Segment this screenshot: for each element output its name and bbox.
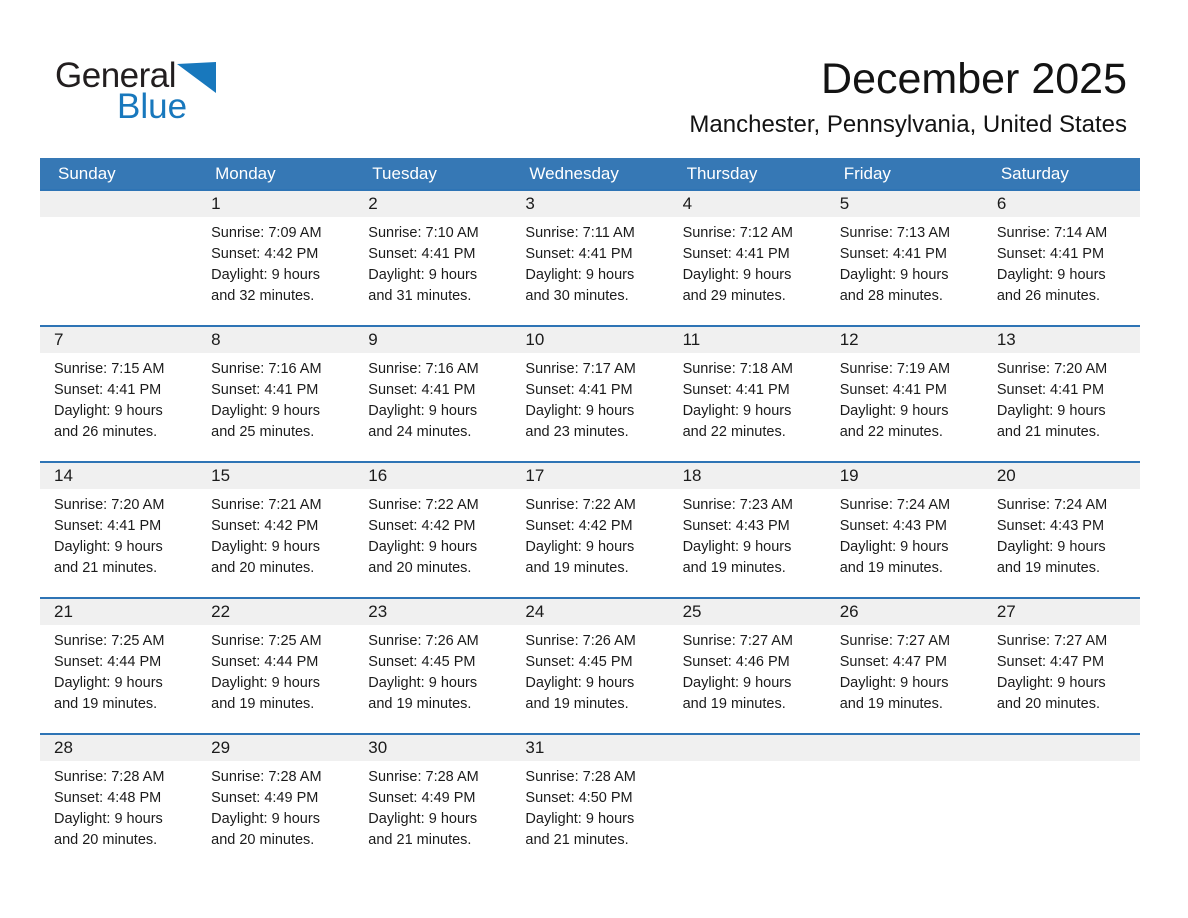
weekday-header-row bbox=[40, 158, 1140, 189]
day-detail-line: Daylight: 9 hours bbox=[54, 539, 163, 555]
week-row-4 bbox=[40, 597, 1140, 733]
weekday-monday: Monday bbox=[215, 164, 276, 183]
day-detail-line: Daylight: 9 hours bbox=[211, 267, 320, 283]
day-cell-29 bbox=[197, 735, 354, 869]
day-detail-line: Sunset: 4:42 PM bbox=[525, 518, 633, 534]
day-detail-line: and 21 minutes. bbox=[996, 424, 1101, 440]
day-detail-line: Daylight: 9 hours bbox=[211, 403, 320, 419]
day-details bbox=[983, 489, 1140, 579]
day-cell-empty bbox=[669, 735, 826, 869]
day-detail-line: and 26 minutes. bbox=[54, 424, 158, 440]
day-details bbox=[354, 353, 511, 443]
logo-text-blue: Blue bbox=[117, 87, 188, 126]
day-detail-line: Daylight: 9 hours bbox=[54, 403, 163, 419]
day-number: 21 bbox=[40, 599, 197, 625]
day-detail-line: Sunrise: 7:22 AM bbox=[368, 497, 479, 513]
day-details bbox=[354, 625, 511, 715]
day-detail-line: Sunset: 4:43 PM bbox=[682, 518, 790, 534]
day-detail-line: and 19 minutes. bbox=[682, 560, 786, 576]
day-detail-line: Sunrise: 7:23 AM bbox=[682, 497, 793, 513]
day-detail-line: Daylight: 9 hours bbox=[368, 811, 478, 827]
day-details bbox=[669, 761, 826, 767]
day-details bbox=[983, 761, 1140, 767]
day-detail-line: Sunset: 4:41 PM bbox=[839, 382, 947, 398]
day-number: 12 bbox=[826, 327, 983, 353]
day-detail-line: Daylight: 9 hours bbox=[682, 675, 792, 691]
day-number: 11 bbox=[669, 327, 826, 353]
day-cell-16 bbox=[354, 463, 511, 597]
day-detail-line: Sunset: 4:41 PM bbox=[525, 382, 633, 398]
day-detail-line: and 23 minutes. bbox=[525, 424, 629, 440]
day-cell-19 bbox=[826, 463, 983, 597]
day-details bbox=[354, 761, 511, 851]
day-details bbox=[983, 353, 1140, 443]
day-detail-line: Daylight: 9 hours bbox=[368, 267, 478, 283]
day-cell-3 bbox=[511, 191, 668, 325]
day-detail-line: Daylight: 9 hours bbox=[368, 675, 478, 691]
day-detail-line: Sunset: 4:49 PM bbox=[368, 790, 476, 806]
day-number: 30 bbox=[354, 735, 511, 761]
day-number: 9 bbox=[354, 327, 511, 353]
day-detail-line: Sunrise: 7:24 AM bbox=[996, 497, 1108, 513]
day-detail-line: and 20 minutes. bbox=[54, 832, 158, 848]
day-cell-4 bbox=[669, 191, 826, 325]
day-detail-line: Sunrise: 7:27 AM bbox=[839, 633, 951, 649]
day-number: 8 bbox=[197, 327, 354, 353]
day-detail-line: and 19 minutes. bbox=[839, 696, 943, 712]
day-detail-line: Sunset: 4:41 PM bbox=[525, 246, 633, 262]
day-number: 2 bbox=[354, 191, 511, 217]
day-detail-line: Daylight: 9 hours bbox=[682, 403, 792, 419]
day-detail-line: Sunset: 4:41 PM bbox=[368, 382, 476, 398]
day-detail-line: Sunset: 4:45 PM bbox=[525, 654, 633, 670]
logo-text-general: General bbox=[55, 56, 177, 95]
day-details bbox=[826, 489, 983, 579]
day-cell-18 bbox=[669, 463, 826, 597]
day-cell-12 bbox=[826, 327, 983, 461]
day-detail-line: and 28 minutes. bbox=[839, 288, 943, 304]
day-cell-21 bbox=[40, 599, 197, 733]
day-detail-line: Sunrise: 7:21 AM bbox=[211, 497, 322, 513]
page-title: December 2025 bbox=[821, 55, 1127, 103]
day-detail-line: Daylight: 9 hours bbox=[996, 539, 1106, 555]
day-number: 18 bbox=[669, 463, 826, 489]
day-number: 15 bbox=[197, 463, 354, 489]
day-detail-line: Sunrise: 7:16 AM bbox=[211, 361, 322, 377]
day-detail-line: Sunset: 4:41 PM bbox=[996, 246, 1105, 262]
day-detail-line: and 21 minutes. bbox=[525, 832, 629, 848]
day-number: 31 bbox=[511, 735, 668, 761]
day-detail-line: and 19 minutes. bbox=[525, 560, 629, 576]
day-number: 23 bbox=[354, 599, 511, 625]
day-number: 10 bbox=[511, 327, 668, 353]
day-details bbox=[826, 217, 983, 307]
day-details bbox=[197, 625, 354, 715]
day-cell-1 bbox=[197, 191, 354, 325]
day-detail-line: Sunrise: 7:18 AM bbox=[682, 361, 793, 377]
day-number: 20 bbox=[983, 463, 1140, 489]
day-detail-line: and 22 minutes. bbox=[682, 424, 786, 440]
weekday-sunday: Sunday bbox=[58, 164, 116, 183]
day-details bbox=[40, 625, 197, 715]
day-details bbox=[826, 625, 983, 715]
day-number: 19 bbox=[826, 463, 983, 489]
day-detail-line: Sunset: 4:47 PM bbox=[839, 654, 947, 670]
day-details bbox=[511, 353, 668, 443]
day-number: 16 bbox=[354, 463, 511, 489]
weekday-saturday: Saturday bbox=[1000, 164, 1069, 183]
day-cell-25 bbox=[669, 599, 826, 733]
day-detail-line: Sunset: 4:41 PM bbox=[996, 382, 1105, 398]
day-details bbox=[197, 353, 354, 443]
day-cell-31 bbox=[511, 735, 668, 869]
day-details bbox=[826, 353, 983, 443]
day-cell-10 bbox=[511, 327, 668, 461]
day-number bbox=[40, 191, 197, 217]
day-detail-line: and 19 minutes. bbox=[996, 560, 1101, 576]
day-cell-8 bbox=[197, 327, 354, 461]
day-details bbox=[669, 353, 826, 443]
day-details bbox=[511, 217, 668, 307]
day-detail-line: Sunset: 4:42 PM bbox=[211, 518, 319, 534]
day-detail-line: Sunrise: 7:27 AM bbox=[682, 633, 793, 649]
day-details bbox=[354, 489, 511, 579]
day-cell-17 bbox=[511, 463, 668, 597]
day-cell-11 bbox=[669, 327, 826, 461]
weekday-tuesday: Tuesday bbox=[372, 164, 437, 183]
day-number: 25 bbox=[669, 599, 826, 625]
day-detail-line: Daylight: 9 hours bbox=[996, 267, 1106, 283]
day-detail-line: Sunset: 4:48 PM bbox=[54, 790, 162, 806]
day-detail-line: and 21 minutes. bbox=[54, 560, 158, 576]
day-number: 3 bbox=[511, 191, 668, 217]
day-cell-empty bbox=[40, 191, 197, 325]
day-detail-line: Sunset: 4:49 PM bbox=[211, 790, 319, 806]
day-number bbox=[826, 735, 983, 761]
day-details bbox=[511, 489, 668, 579]
day-detail-line: Sunset: 4:41 PM bbox=[54, 382, 162, 398]
day-cell-9 bbox=[354, 327, 511, 461]
day-detail-line: Daylight: 9 hours bbox=[54, 675, 163, 691]
day-number: 1 bbox=[197, 191, 354, 217]
day-cell-28 bbox=[40, 735, 197, 869]
day-number bbox=[983, 735, 1140, 761]
day-cell-23 bbox=[354, 599, 511, 733]
day-number: 28 bbox=[40, 735, 197, 761]
day-detail-line: Daylight: 9 hours bbox=[525, 539, 635, 555]
day-detail-line: Daylight: 9 hours bbox=[368, 539, 478, 555]
week-row-5 bbox=[40, 733, 1140, 869]
day-detail-line: Sunrise: 7:20 AM bbox=[996, 361, 1108, 377]
day-detail-line: Sunrise: 7:25 AM bbox=[211, 633, 322, 649]
day-detail-line: Sunrise: 7:22 AM bbox=[525, 497, 636, 513]
day-detail-line: Daylight: 9 hours bbox=[211, 811, 320, 827]
page-subtitle: Manchester, Pennsylvania, United States bbox=[689, 111, 1127, 139]
day-cell-20 bbox=[983, 463, 1140, 597]
day-detail-line: Sunrise: 7:24 AM bbox=[839, 497, 951, 513]
day-detail-line: Daylight: 9 hours bbox=[368, 403, 478, 419]
day-details bbox=[40, 353, 197, 443]
day-cell-5 bbox=[826, 191, 983, 325]
day-number: 27 bbox=[983, 599, 1140, 625]
day-detail-line: Sunset: 4:46 PM bbox=[682, 654, 790, 670]
day-details bbox=[40, 761, 197, 851]
day-detail-line: Sunset: 4:47 PM bbox=[996, 654, 1105, 670]
day-number: 14 bbox=[40, 463, 197, 489]
day-detail-line: Sunset: 4:50 PM bbox=[525, 790, 633, 806]
day-detail-line: Sunrise: 7:25 AM bbox=[54, 633, 165, 649]
calendar bbox=[40, 158, 1140, 869]
day-cell-27 bbox=[983, 599, 1140, 733]
day-cell-15 bbox=[197, 463, 354, 597]
day-number: 24 bbox=[511, 599, 668, 625]
day-details bbox=[197, 217, 354, 307]
day-detail-line: and 32 minutes. bbox=[211, 288, 315, 304]
day-cell-2 bbox=[354, 191, 511, 325]
day-detail-line: Sunrise: 7:11 AM bbox=[525, 225, 635, 241]
day-details bbox=[197, 489, 354, 579]
day-number: 5 bbox=[826, 191, 983, 217]
day-detail-line: Sunrise: 7:12 AM bbox=[682, 225, 793, 241]
day-detail-line: Daylight: 9 hours bbox=[525, 403, 635, 419]
week-row-3 bbox=[40, 461, 1140, 597]
day-detail-line: Sunrise: 7:09 AM bbox=[211, 225, 322, 241]
day-detail-line: Sunset: 4:44 PM bbox=[211, 654, 319, 670]
week-row-2 bbox=[40, 325, 1140, 461]
day-detail-line: Sunrise: 7:17 AM bbox=[525, 361, 636, 377]
day-detail-line: Sunset: 4:42 PM bbox=[368, 518, 476, 534]
day-cell-7 bbox=[40, 327, 197, 461]
day-detail-line: Sunset: 4:44 PM bbox=[54, 654, 162, 670]
day-detail-line: and 19 minutes. bbox=[54, 696, 158, 712]
day-details bbox=[669, 489, 826, 579]
day-cell-22 bbox=[197, 599, 354, 733]
day-detail-line: and 30 minutes. bbox=[525, 288, 629, 304]
day-detail-line: and 19 minutes. bbox=[839, 560, 943, 576]
day-detail-line: and 19 minutes. bbox=[525, 696, 629, 712]
day-details bbox=[354, 217, 511, 307]
day-detail-line: Sunrise: 7:15 AM bbox=[54, 361, 165, 377]
day-detail-line: Sunset: 4:45 PM bbox=[368, 654, 476, 670]
day-number: 13 bbox=[983, 327, 1140, 353]
day-detail-line: Daylight: 9 hours bbox=[839, 539, 949, 555]
day-cell-24 bbox=[511, 599, 668, 733]
day-detail-line: and 19 minutes. bbox=[368, 696, 472, 712]
day-detail-line: Sunrise: 7:28 AM bbox=[54, 769, 165, 785]
day-details bbox=[669, 217, 826, 307]
day-detail-line: Sunset: 4:43 PM bbox=[839, 518, 947, 534]
day-number: 7 bbox=[40, 327, 197, 353]
day-detail-line: Daylight: 9 hours bbox=[211, 539, 320, 555]
day-detail-line: Sunrise: 7:16 AM bbox=[368, 361, 479, 377]
day-detail-line: and 19 minutes. bbox=[211, 696, 315, 712]
day-detail-line: and 26 minutes. bbox=[996, 288, 1101, 304]
day-detail-line: and 22 minutes. bbox=[839, 424, 943, 440]
day-detail-line: Sunrise: 7:26 AM bbox=[368, 633, 479, 649]
day-details bbox=[511, 761, 668, 851]
day-details bbox=[511, 625, 668, 715]
day-detail-line: Sunrise: 7:28 AM bbox=[525, 769, 636, 785]
day-cell-30 bbox=[354, 735, 511, 869]
day-detail-line: and 20 minutes. bbox=[211, 560, 315, 576]
day-details bbox=[40, 217, 197, 223]
day-detail-line: and 19 minutes. bbox=[682, 696, 786, 712]
day-detail-line: and 24 minutes. bbox=[368, 424, 472, 440]
day-detail-line: Daylight: 9 hours bbox=[54, 811, 163, 827]
day-details bbox=[826, 761, 983, 767]
day-number: 26 bbox=[826, 599, 983, 625]
general-blue-logo bbox=[55, 58, 216, 124]
weekday-thursday: Thursday bbox=[686, 164, 758, 183]
weekday-wednesday: Wednesday bbox=[529, 164, 619, 183]
day-details bbox=[983, 217, 1140, 307]
day-details bbox=[197, 761, 354, 851]
day-detail-line: Sunset: 4:41 PM bbox=[839, 246, 947, 262]
day-details bbox=[983, 625, 1140, 715]
day-detail-line: and 20 minutes. bbox=[211, 832, 315, 848]
day-detail-line: Sunset: 4:43 PM bbox=[996, 518, 1105, 534]
day-detail-line: Daylight: 9 hours bbox=[211, 675, 320, 691]
day-detail-line: Daylight: 9 hours bbox=[682, 267, 792, 283]
day-detail-line: Daylight: 9 hours bbox=[525, 267, 635, 283]
day-detail-line: Daylight: 9 hours bbox=[996, 403, 1106, 419]
day-detail-line: Daylight: 9 hours bbox=[839, 267, 949, 283]
day-details bbox=[669, 625, 826, 715]
day-detail-line: Sunrise: 7:14 AM bbox=[996, 225, 1108, 241]
day-detail-line: Sunset: 4:41 PM bbox=[368, 246, 476, 262]
day-detail-line: Daylight: 9 hours bbox=[525, 675, 635, 691]
day-detail-line: Sunset: 4:41 PM bbox=[211, 382, 319, 398]
day-detail-line: Sunrise: 7:27 AM bbox=[996, 633, 1108, 649]
day-detail-line: Sunrise: 7:28 AM bbox=[368, 769, 479, 785]
day-detail-line: Sunset: 4:41 PM bbox=[54, 518, 162, 534]
day-number: 17 bbox=[511, 463, 668, 489]
day-detail-line: Sunrise: 7:26 AM bbox=[525, 633, 636, 649]
day-detail-line: and 29 minutes. bbox=[682, 288, 786, 304]
day-detail-line: and 31 minutes. bbox=[368, 288, 472, 304]
week-row-1 bbox=[40, 189, 1140, 325]
day-detail-line: and 25 minutes. bbox=[211, 424, 315, 440]
day-detail-line: Sunset: 4:41 PM bbox=[682, 382, 790, 398]
day-detail-line: Sunrise: 7:19 AM bbox=[839, 361, 951, 377]
day-cell-14 bbox=[40, 463, 197, 597]
day-detail-line: Sunrise: 7:28 AM bbox=[211, 769, 322, 785]
calendar-grid bbox=[40, 189, 1140, 869]
day-number bbox=[669, 735, 826, 761]
day-cell-empty bbox=[826, 735, 983, 869]
day-details bbox=[40, 489, 197, 579]
day-detail-line: Sunrise: 7:13 AM bbox=[839, 225, 951, 241]
day-cell-empty bbox=[983, 735, 1140, 869]
day-number: 6 bbox=[983, 191, 1140, 217]
day-number: 29 bbox=[197, 735, 354, 761]
day-detail-line: Daylight: 9 hours bbox=[996, 675, 1106, 691]
day-detail-line: and 21 minutes. bbox=[368, 832, 472, 848]
day-detail-line: Daylight: 9 hours bbox=[839, 675, 949, 691]
day-number: 4 bbox=[669, 191, 826, 217]
day-detail-line: Daylight: 9 hours bbox=[525, 811, 635, 827]
day-detail-line: and 20 minutes. bbox=[996, 696, 1101, 712]
day-detail-line: Sunset: 4:41 PM bbox=[682, 246, 790, 262]
day-number: 22 bbox=[197, 599, 354, 625]
day-cell-13 bbox=[983, 327, 1140, 461]
day-detail-line: Daylight: 9 hours bbox=[682, 539, 792, 555]
day-detail-line: and 20 minutes. bbox=[368, 560, 472, 576]
weekday-friday: Friday bbox=[843, 164, 891, 183]
day-detail-line: Sunrise: 7:20 AM bbox=[54, 497, 165, 513]
day-cell-26 bbox=[826, 599, 983, 733]
day-detail-line: Sunrise: 7:10 AM bbox=[368, 225, 479, 241]
day-cell-6 bbox=[983, 191, 1140, 325]
day-detail-line: Sunset: 4:42 PM bbox=[211, 246, 319, 262]
day-detail-line: Daylight: 9 hours bbox=[839, 403, 949, 419]
